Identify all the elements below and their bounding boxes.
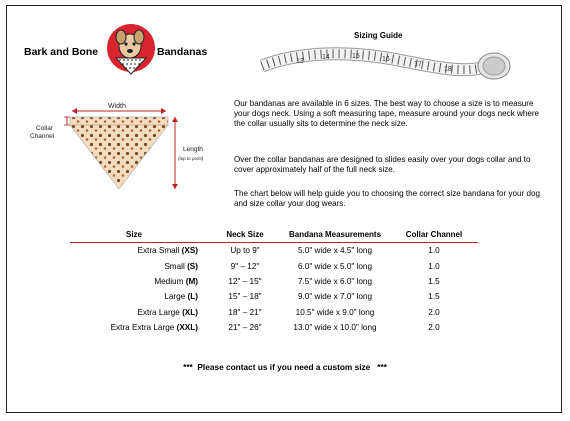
header-neck-size: Neck Size	[210, 230, 280, 243]
size-name: Extra Small	[137, 246, 180, 256]
size-code: (XL)	[182, 307, 198, 317]
channel-cell: 2.0	[428, 323, 440, 333]
svg-text:13: 13	[296, 58, 304, 65]
size-code: (L)	[187, 292, 198, 302]
measure-cell: 9.0" wide x 7.0" long	[297, 292, 373, 302]
size-cell	[70, 258, 210, 273]
size-cell	[70, 274, 210, 289]
custom-size-note	[0, 362, 570, 372]
measure-cell: 7.5" wide x 6.0" long	[297, 276, 373, 286]
header-bandana-measurements: Bandana Measurements	[280, 230, 390, 243]
size-code: (XS)	[181, 246, 198, 256]
measure-cell: 13.0" wide x 10.0" long	[293, 323, 377, 333]
measuring-tape-image	[258, 44, 516, 86]
custom-size-note-text: *** Please contact us if you need a custom size ***	[183, 362, 387, 372]
svg-text:15: 15	[352, 53, 360, 60]
neck-cell: Up to 9"	[230, 246, 260, 256]
table-row	[70, 258, 478, 273]
neck-cell: 12" – 15"	[228, 276, 262, 286]
size-code: (M)	[185, 276, 198, 286]
table-row	[70, 289, 478, 304]
collar-paragraph: Over the collar bandanas are designed to slides easily over your dogs collar and to cover approximately half of the full neck size.	[234, 155, 531, 175]
brand-name-right: Bandanas	[157, 46, 208, 58]
size-cell	[70, 320, 210, 335]
size-name: Medium	[154, 276, 184, 286]
svg-text:16: 16	[382, 56, 390, 63]
table-row	[70, 274, 478, 289]
intro-paragraph: Our bandanas are available in 6 sizes. The best way to choose a size is to measure your dogs neck. Using a soft measuring tape, measure around your dogs neck where the collar usually sits to determine the neck size.	[234, 99, 540, 129]
dog-logo	[103, 22, 159, 78]
measure-cell: 6.0" wide x 5.0" long	[297, 261, 373, 271]
table-row	[70, 243, 478, 259]
size-name: Extra Large	[137, 307, 180, 317]
collar-label-line2: Channel	[30, 133, 55, 140]
size-name: Large	[164, 292, 186, 302]
length-label: Length	[183, 146, 203, 153]
size-name: Extra Extra Large	[110, 323, 175, 333]
size-code: (S)	[187, 261, 198, 271]
chart-paragraph: The chart below will help guide you to choosing the correct size bandana for your dog and size collar your dog wears.	[234, 189, 540, 209]
table-header-row	[70, 230, 478, 243]
channel-cell: 1.0	[428, 246, 440, 256]
collar-label-line1: Collar	[36, 125, 53, 132]
size-code: (XXL)	[176, 323, 198, 333]
neck-cell: 15" – 18"	[228, 292, 262, 302]
size-name: Small	[164, 261, 185, 271]
header-collar-channel: Collar Channel	[390, 230, 478, 243]
brand-name-left: Bark and Bone	[24, 46, 99, 58]
size-table	[70, 230, 478, 335]
channel-cell: 1.5	[428, 276, 440, 286]
size-cell	[70, 305, 210, 320]
bandana-diagram	[26, 97, 216, 207]
size-cell	[70, 289, 210, 304]
measure-cell: 5.0" wide x 4.5" long	[297, 246, 373, 256]
neck-cell: 9" – 12"	[230, 261, 260, 271]
table-row	[70, 320, 478, 335]
svg-text:18: 18	[444, 66, 452, 73]
neck-cell: 18" – 21"	[228, 307, 262, 317]
size-cell	[70, 243, 210, 259]
svg-text:14: 14	[322, 54, 330, 61]
svg-text:17: 17	[414, 61, 422, 68]
channel-cell: 1.5	[428, 292, 440, 302]
table-row	[70, 305, 478, 320]
neck-cell: 21" – 26"	[228, 323, 262, 333]
header-size: Size	[70, 230, 210, 243]
width-label: Width	[108, 103, 126, 110]
length-sub-label: (top to point)	[178, 156, 204, 161]
channel-cell: 2.0	[428, 307, 440, 317]
channel-cell: 1.0	[428, 261, 440, 271]
measure-cell: 10.5" wide x 9.0" long	[295, 307, 375, 317]
sizing-guide-title: Sizing Guide	[354, 31, 403, 40]
